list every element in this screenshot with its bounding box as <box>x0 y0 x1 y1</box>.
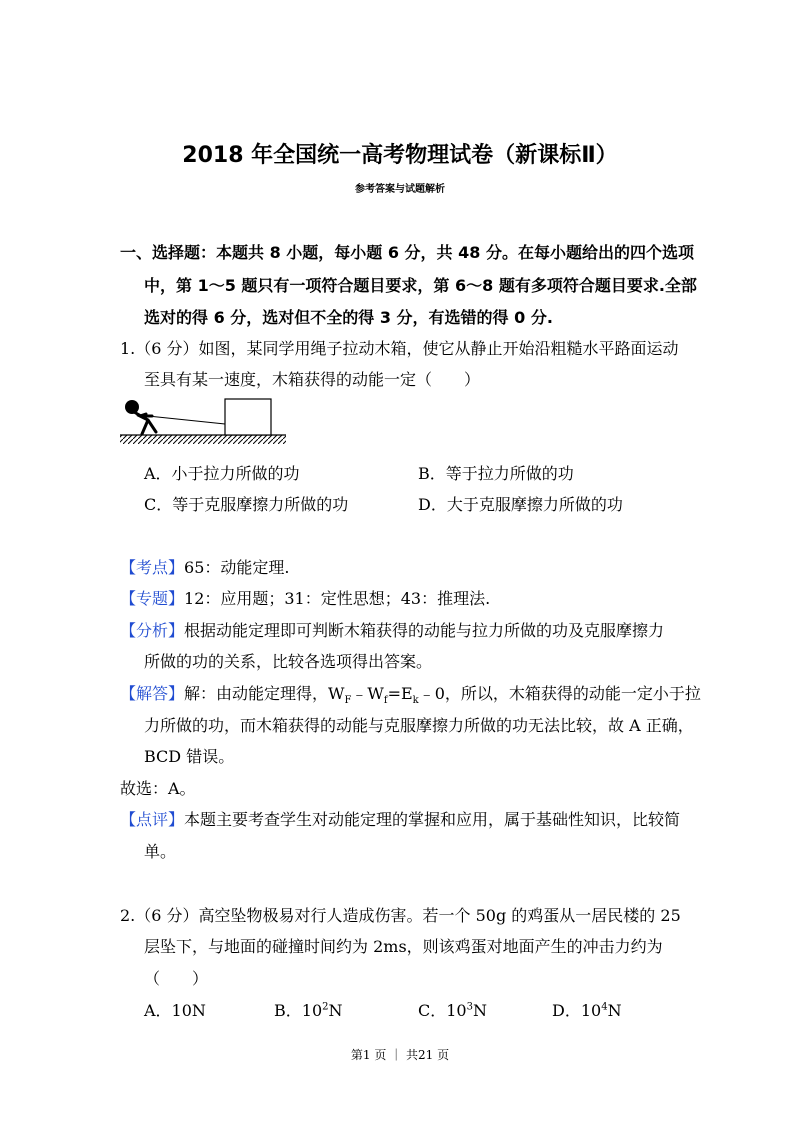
ground-hatch <box>120 435 286 444</box>
page-subtitle: 参考答案与试题解析 <box>355 184 445 195</box>
q2-option-b-base: B．10 <box>274 1001 323 1020</box>
fenxi-text-1: 根据动能定理即可判断木箱获得的动能与拉力所做的功及克服摩擦力 <box>184 621 665 640</box>
q2-option-d-unit: N <box>607 1001 622 1020</box>
q1-figure-person-pulling-box <box>118 394 288 446</box>
q2-option-a: A．10N <box>144 1001 206 1020</box>
q1-stem-line-2: 至具有某一速度，木箱获得的动能一定（ ） <box>144 370 481 389</box>
q2-option-b <box>274 998 343 1021</box>
jieda-sub-friction: f <box>383 695 388 707</box>
q1-jieda-line-1 <box>120 681 701 706</box>
q1-zhuanti <box>120 586 490 609</box>
q2-option-c-unit: N <box>472 1001 487 1020</box>
q2-option-c <box>418 998 487 1021</box>
dianping-text-1: 本题主要考查学生对动能定理的掌握和应用，属于基础性知识，比较简 <box>184 810 681 829</box>
section-heading-line-3: 选对的得 6 分，选对但不全的得 3 分，有选错的得 0 分. <box>144 308 553 327</box>
q2-stem-line-2: 层坠下，与地面的碰撞时间约为 2ms，则该鸡蛋对地面产生的冲击力约为 <box>144 937 663 956</box>
q2-option-b-exp: 2 <box>322 1001 329 1013</box>
jieda-text-d: ﹣0，所以，木箱获得的动能一定小于拉 <box>418 684 701 703</box>
q1-fenxi-line-1 <box>120 618 664 641</box>
q2-option-d-base: D．10 <box>552 1001 602 1020</box>
q2-stem-line-1: 2.（6 分）高空坠物极易对行人造成伤害。若一个 50g 的鸡蛋从一居民楼的 25 <box>120 906 681 925</box>
q1-jieda-line-2: 力所做的功，而木箱获得的动能与克服摩擦力所做的功无法比较，故 A 正确， <box>144 716 694 735</box>
rope <box>148 416 225 424</box>
q1-option-d: D．大于克服摩擦力所做的功 <box>418 495 623 514</box>
q2-option-d <box>552 998 622 1021</box>
q1-dianping-line-2: 单。 <box>144 842 177 861</box>
q1-jieda-line-3: BCD 错误。 <box>144 747 235 766</box>
section-heading-line-1: 一、选择题：本题共 8 小题，每小题 6 分，共 48 分。在每小题给出的四个选项 <box>120 243 694 262</box>
q2-option-c-base: C．10 <box>418 1001 467 1020</box>
q1-stem-line-1: 1.（6 分）如图，某同学用绳子拉动木箱，使它从静止开始沿粗糙水平路面运动 <box>120 339 679 358</box>
jieda-text-a: 解：由动能定理得，W <box>184 684 345 703</box>
q2-option-d-exp: 4 <box>601 1001 608 1013</box>
q2-option-b-unit: N <box>328 1001 343 1020</box>
kaodian-text: 65：动能定理. <box>184 558 290 577</box>
q1-kaodian <box>120 555 289 578</box>
jieda-text-b: ﹣W <box>351 684 384 703</box>
q1-option-b: B．等于拉力所做的功 <box>418 464 574 483</box>
q2-option-c-exp: 3 <box>466 1001 473 1013</box>
wooden-box <box>225 399 271 435</box>
person-body <box>134 412 156 434</box>
zhuanti-text: 12：应用题；31：定性思想；43：推理法. <box>184 589 491 608</box>
q1-dianping-line-1 <box>120 807 680 830</box>
dianping-tag: 【点评】 <box>120 810 185 829</box>
q2-stem-line-3: （ ） <box>144 969 209 988</box>
jieda-sub-f: F <box>344 695 352 707</box>
q1-option-c: C．等于克服摩擦力所做的功 <box>144 495 349 514</box>
kaodian-tag: 【考点】 <box>120 558 185 577</box>
zhuanti-tag: 【专题】 <box>120 589 185 608</box>
jieda-text-c: =E <box>387 684 413 703</box>
page-footer: 第1 页 ｜ 共21 页 <box>350 1048 450 1062</box>
q1-fenxi-line-2: 所做的功的关系，比较各选项得出答案。 <box>144 652 433 671</box>
jieda-sub-k: k <box>412 695 419 707</box>
section-heading-line-2: 中，第 1～5 题只有一项符合题目要求，第 6～8 题有多项符合题目要求.全部 <box>144 276 697 295</box>
fenxi-tag: 【分析】 <box>120 621 185 640</box>
page-title: 2018 年全国统一高考物理试卷（新课标Ⅱ） <box>182 143 618 168</box>
q1-option-a: A．小于拉力所做的功 <box>144 464 300 483</box>
person-head <box>125 400 139 414</box>
q1-answer: 故选：A。 <box>120 779 196 798</box>
jieda-tag: 【解答】 <box>120 684 185 703</box>
